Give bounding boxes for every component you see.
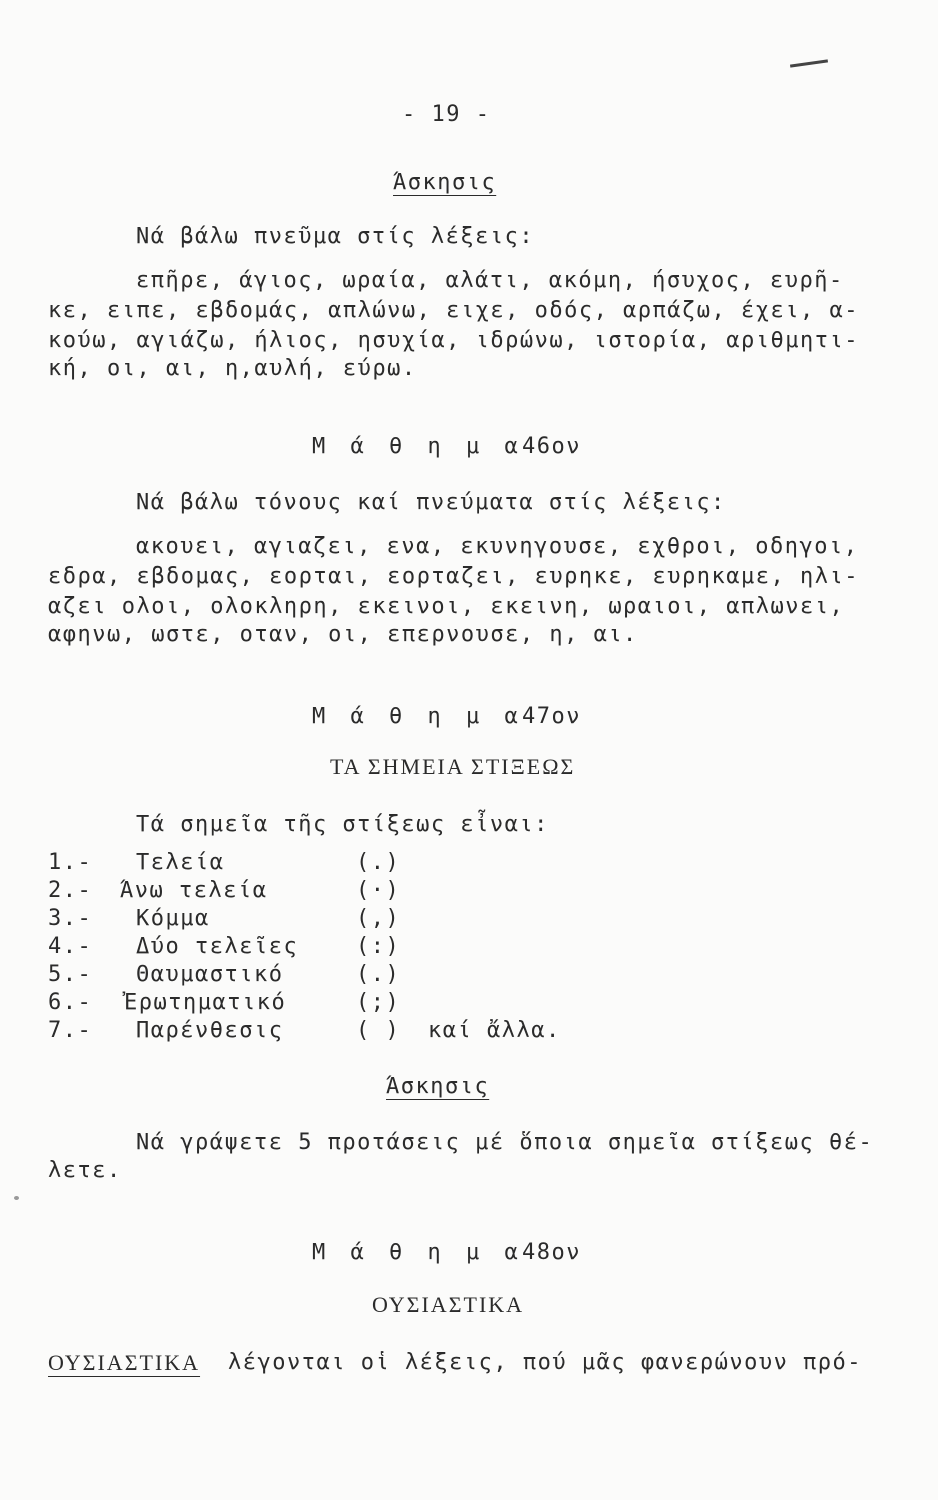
list-item-name: Άνω τελεία	[120, 878, 268, 903]
term-label: ΟΥΣΙΑΣΤΙΚΑ	[48, 1350, 201, 1375]
lesson-number: 48ον	[522, 1240, 581, 1265]
list-item-sign: (;)	[356, 990, 401, 1015]
list-item-name: Τελεία	[136, 850, 225, 875]
lesson-heading: Μ ά θ η μ α	[312, 1240, 524, 1265]
list-item-number: 7.-	[48, 1018, 93, 1043]
exercise-line: επῆρε, άγιος, ωραία, αλάτι, ακόμη, ήσυχος, ευρῆ-	[136, 268, 844, 293]
punctuation-intro: Τά σημεῖα τῆς στίξεως εἶναι:	[136, 812, 549, 837]
and-more-text: καί ἄλλα.	[428, 1018, 561, 1043]
exercise-line: κούω, αγιάζω, ήλιος, ησυχία, ιδρώνω, ιστορία, αριθμητι-	[48, 328, 859, 353]
lesson-subtitle: ΟΥΣΙΑΣΤΙΚΑ	[372, 1292, 525, 1317]
list-item-name: Θαυμαστικό	[136, 962, 284, 987]
list-item-sign: (.)	[356, 962, 401, 987]
list-item-sign: (.)	[356, 850, 401, 875]
lesson-line: εδρα, εβδομας, εορται, εορταζει, ευρηκε, ευρηκαμε, ηλι-	[48, 564, 859, 589]
lesson-heading: Μ ά θ η μ α	[312, 434, 524, 459]
exercise-title: Άσκησις	[386, 1074, 490, 1099]
list-item-sign: (·)	[356, 878, 401, 903]
exercise-line: λετε.	[48, 1158, 122, 1183]
list-item-sign: (,)	[356, 906, 401, 931]
lesson-heading: Μ ά θ η μ α	[312, 704, 524, 729]
lesson-line: αφηνω, ωστε, οταν, οι, επερνουσε, η, αι.	[48, 622, 638, 647]
ink-dot	[14, 1196, 19, 1200]
lesson-number: 46ον	[522, 434, 581, 459]
lesson-number: 47ον	[522, 704, 581, 729]
exercise-title: Άσκησις	[393, 170, 497, 195]
lesson-line: ακουει, αγιαζει, ενα, εκυνηγουσε, εχθροι, οδηγοι,	[136, 534, 859, 559]
list-item-number: 6.-	[48, 990, 93, 1015]
list-item-sign: ( )	[356, 1018, 401, 1043]
list-item-name: Ἐρωτηματικό	[124, 990, 287, 1015]
list-item-name: Κόμμα	[136, 906, 210, 931]
page-number: - 19 -	[402, 102, 491, 127]
exercise-line: κή, οι, αι, η,αυλή, εύρω.	[48, 356, 417, 381]
list-item-number: 5.-	[48, 962, 93, 987]
list-item-sign: (:)	[356, 934, 401, 959]
list-item-name: Δύο τελεῖες	[136, 934, 299, 959]
lesson-instruction: Νά βάλω τόνους καί πνεύματα στίς λέξεις:	[136, 490, 726, 515]
exercise-line: κε, ειπε, εβδομάς, απλώνω, ειχε, οδός, αρπάζω, έχει, α-	[48, 298, 859, 323]
lesson-subtitle: ΤΑ ΣΗΜΕΙΑ ΣΤΙΞΕΩΣ	[330, 754, 576, 779]
list-item-number: 3.-	[48, 906, 93, 931]
definition-text: λέγονται οἱ λέξεις, πού μᾶς φανερώνουν πρό-	[228, 1350, 863, 1375]
list-item-number: 1.-	[48, 850, 93, 875]
exercise-instruction: Νά βάλω πνεῦμα στίς λέξεις:	[136, 224, 535, 249]
list-item-number: 4.-	[48, 934, 93, 959]
ink-mark	[790, 59, 828, 67]
list-item-name: Παρένθεσις	[136, 1018, 284, 1043]
list-item-number: 2.-	[48, 878, 93, 903]
exercise-line: Νά γράψετε 5 προτάσεις μέ ὅποια σημεῖα στίξεως θέ-	[136, 1130, 874, 1155]
lesson-line: αζει ολοι, ολοκληρη, εκεινοι, εκεινη, ωραιοι, απλωνει,	[48, 594, 845, 619]
